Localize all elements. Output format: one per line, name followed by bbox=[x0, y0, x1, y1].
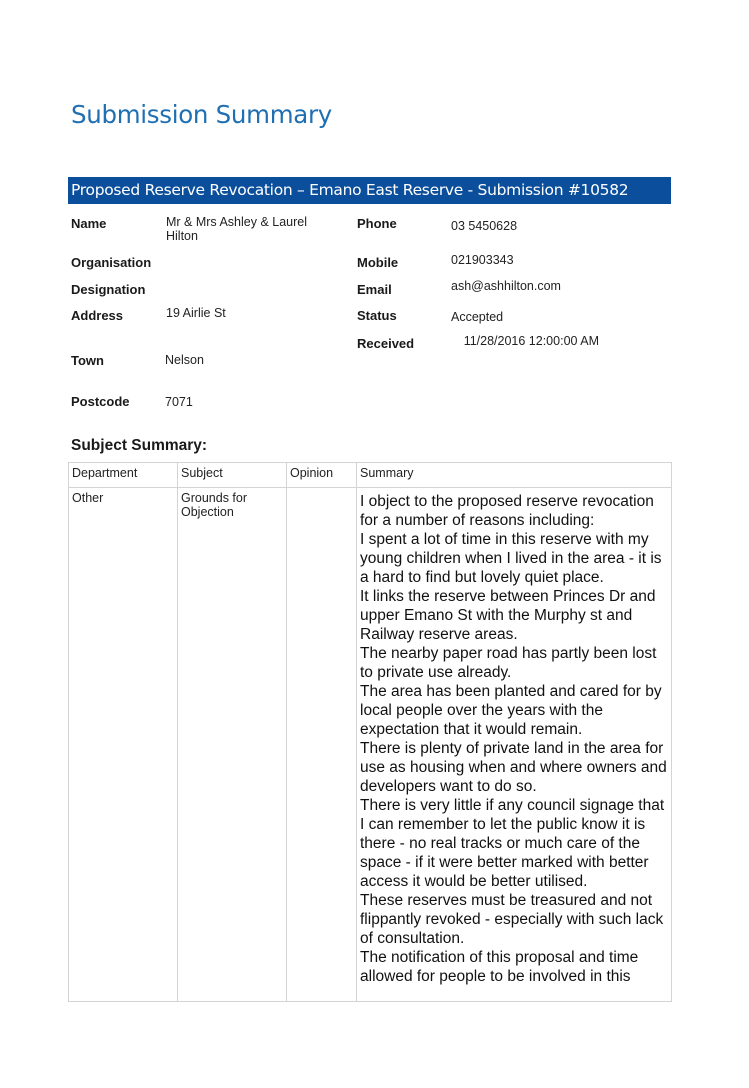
name-value: Mr & Mrs Ashley & Laurel Hilton bbox=[166, 215, 308, 243]
designation-label: Designation bbox=[71, 282, 146, 297]
phone-value: 03 5450628 bbox=[451, 219, 518, 233]
status-label: Status bbox=[357, 308, 397, 323]
email-label: Email bbox=[357, 282, 392, 297]
organisation-label: Organisation bbox=[71, 255, 152, 270]
mobile-value: 021903343 bbox=[451, 253, 514, 267]
postcode-value: 7071 bbox=[165, 395, 193, 409]
opinion-cell bbox=[287, 488, 357, 1002]
received-label: Received bbox=[357, 336, 415, 351]
column-header-department: Department bbox=[69, 463, 178, 488]
summary-paragraph: The notification of this proposal and time allowed for people to be involved in this bbox=[360, 949, 639, 985]
table-header-row bbox=[69, 463, 672, 488]
summary-paragraph: There is very little if any council signage that I can remember to let the public know it is there - no real tracks or much care of the space - if it were better marked with better access it would be better utilised. bbox=[360, 797, 665, 890]
name-label: Name bbox=[71, 216, 107, 231]
subject-cell: Grounds for Objection bbox=[178, 488, 287, 1002]
summary-paragraph: The nearby paper road has partly been lost to private use already. bbox=[360, 645, 657, 681]
summary-paragraph: There is plenty of private land in the area for use as housing when and where owners and developers want to do so. bbox=[360, 740, 667, 795]
column-header-summary: Summary bbox=[357, 463, 672, 488]
email-value: ash@ashhilton.com bbox=[451, 279, 561, 293]
received-value: 11/28/2016 12:00:00 AM bbox=[463, 334, 599, 348]
summary-cell bbox=[357, 488, 672, 1002]
postcode-label: Postcode bbox=[71, 394, 130, 409]
town-value: Nelson bbox=[165, 353, 204, 367]
summary-paragraph: These reserves must be treasured and not flippantly revoked - especially with such lack of consultation. bbox=[360, 892, 664, 947]
town-label: Town bbox=[71, 353, 104, 368]
page-title: Submission Summary bbox=[71, 100, 332, 129]
column-header-opinion: Opinion bbox=[287, 463, 357, 488]
phone-label: Phone bbox=[357, 216, 397, 231]
address-value: 19 Airlie St bbox=[166, 306, 226, 320]
summary-paragraph: I object to the proposed reserve revocation for a number of reasons including: bbox=[360, 493, 654, 529]
column-header-subject: Subject bbox=[178, 463, 287, 488]
status-value: Accepted bbox=[451, 310, 504, 324]
address-label: Address bbox=[71, 308, 124, 323]
subject-summary-heading: Subject Summary: bbox=[71, 437, 208, 454]
department-cell: Other bbox=[69, 488, 178, 1002]
subject-summary-table bbox=[68, 462, 672, 1002]
submission-banner: Proposed Reserve Revocation – Emano East Reserve - Submission #10582 bbox=[68, 177, 671, 204]
summary-paragraph: It links the reserve between Princes Dr and upper Emano St with the Murphy st and Railway reserve areas. bbox=[360, 588, 656, 643]
summary-paragraph: The area has been planted and cared for by local people over the years with the expectation that it would remain. bbox=[360, 683, 662, 738]
mobile-label: Mobile bbox=[357, 255, 399, 270]
summary-paragraph: I spent a lot of time in this reserve with my young children when I lived in the area - it is a hard to find but lovely quiet place. bbox=[360, 531, 662, 586]
table-row bbox=[69, 488, 672, 1002]
